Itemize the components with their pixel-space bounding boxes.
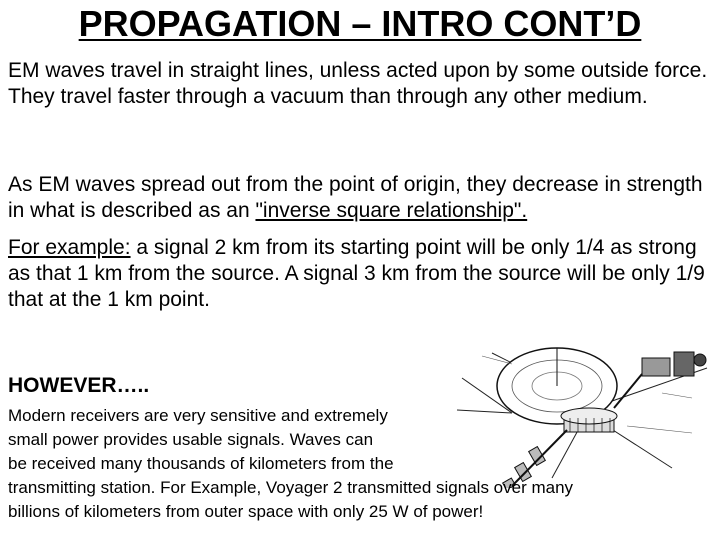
- paragraph-straight-lines: EM waves travel in straight lines, unless acted upon by some outside force. They travel faster through a vacuum than through any other medium.: [8, 59, 708, 108]
- note-line: be received many thousands of kilometers from the: [8, 454, 394, 473]
- note-line: billions of kilometers from outer space with only 25 W of power!: [8, 502, 484, 521]
- note-line: small power provides usable signals. Waves can: [8, 430, 374, 449]
- paragraph-inverse-square-text: As EM waves spread out from the point of origin, they decrease in strength in what is described as an: [8, 173, 703, 222]
- paragraph-inverse-square: [8, 172, 714, 224]
- note-line: Modern receivers are very sensitive and extremely: [8, 406, 388, 425]
- slide-title: [0, 2, 720, 46]
- example-label: For example:: [8, 236, 131, 259]
- note-line: transmitting station. For Example, Voyager 2 transmitted signals over many: [8, 478, 574, 497]
- however-heading: HOWEVER…..: [8, 374, 150, 397]
- inverse-square-term: "inverse square relationship".: [255, 199, 528, 222]
- slide-title-text: PROPAGATION – INTRO CONT’D: [78, 3, 642, 44]
- example-text: a signal 2 km from its starting point will be only 1/4 as strong as that 1 km from the source. A signal 3 km from the source will be only 1/9 that at the 1 km point.: [8, 236, 705, 311]
- paragraph-example: [8, 235, 714, 313]
- voyager-note: [8, 404, 714, 524]
